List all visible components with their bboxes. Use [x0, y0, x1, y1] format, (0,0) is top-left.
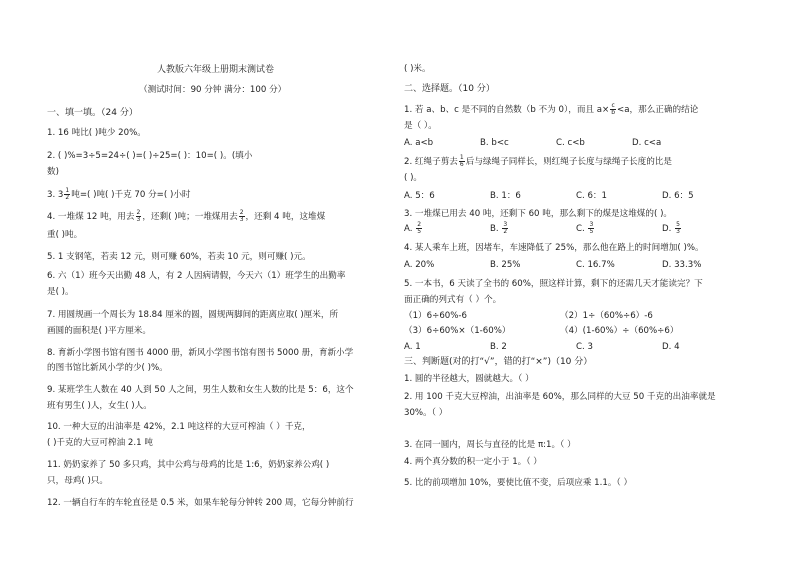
judge-q4: 4. 两个真分数的积一定小于 1。（ ）: [404, 457, 542, 467]
judge-q1: 1. 圆的半径越大，圆就越大。（ ）: [404, 374, 534, 384]
question-6-cont: 是( )。: [47, 287, 74, 297]
choice-q1-option-c: C. c<b: [556, 138, 585, 148]
choice-q5-cont: 面正确的列式有（ ）个。: [404, 295, 502, 305]
choice-q2-a: 2. 红绳子剪去: [404, 157, 458, 167]
question-7-cont: 画圆的面积是( )平方厘米。: [47, 326, 151, 336]
fraction-numerator: 2: [417, 221, 422, 228]
choice-q1-option-d: D. c<a: [632, 138, 662, 148]
fraction-denominator: 6: [459, 161, 464, 168]
fraction-numerator: 3: [503, 221, 508, 228]
fraction-denominator: 3: [239, 216, 244, 223]
choice-q3-option-b: [490, 222, 509, 235]
option-label: C.: [576, 224, 585, 234]
option-label: D.: [662, 224, 672, 234]
choice-q1-a: 1. 若 a、b、c 是不同的自然数（b 不为 0），而且 a×: [404, 105, 610, 115]
choice-q4-option-a: A. 20%: [404, 260, 435, 270]
choice-q5: 5. 一本书，6 天读了全书的 60%，照这样计算，剩下的还需几天才能读完？下: [404, 279, 703, 289]
judge-q5: 5. 比的前项增加 10%，要使比值不变，后项应乘 1.1。（ ）: [404, 478, 633, 488]
section-3-heading: 三、判断题(对的打“√”，错的打“×”)（10 分）: [404, 357, 593, 367]
question-6: 6. 六（1）班今天出勤 48 人，有 2 人因病请假，今天六（1）班学生的出勤率: [47, 271, 346, 281]
question-8-cont: 的图书馆比新风小学的少( )%。: [47, 363, 168, 373]
fraction: [610, 103, 616, 116]
choice-q2-b: 后与绿绳子同样长，则红绳子长度与绿绳子长度的比是: [465, 157, 672, 167]
question-2-cont: 数): [47, 167, 59, 177]
choice-q5-expr-2: （2）1÷（60%÷6）-6: [560, 311, 653, 321]
question-11: 11. 奶奶家养了 50 多只鸡，其中公鸡与母鸡的比是 1:6，奶奶家养公鸡( ): [47, 460, 330, 470]
fraction-denominator: 2: [65, 194, 70, 201]
choice-q2-option-b: B. 1：6: [490, 191, 521, 201]
choice-q1-option-a: A. a<b: [404, 138, 434, 148]
question-10-cont: ( )千克的大豆可榨油 2.1 吨: [47, 438, 153, 448]
fraction-numerator: 2: [239, 209, 244, 216]
page-title: 人教版六年级上册期末测试卷: [157, 65, 275, 75]
q4-part-2: ，还剩( )吨；一堆煤用去: [142, 212, 238, 222]
question-2: 2. ( )%=3÷5=24÷( )=( )÷25=( )：10=( )。(填小: [47, 151, 253, 161]
section-1-heading: 一、填一填。（24 分）: [47, 108, 138, 118]
choice-q2: [404, 155, 672, 168]
choice-q5-expr-3: （3）6÷60%×（1-60%）: [404, 326, 511, 336]
choice-q4-option-d: D. 33.3%: [662, 260, 702, 270]
choice-q5-option-d: D. 4: [662, 342, 680, 352]
fraction-denominator: b: [611, 109, 616, 116]
fraction-denominator: 3: [676, 228, 680, 235]
choice-q3: 3. 一堆煤已用去 40 吨，还剩下 60 吨，那么剩下的煤是这堆煤的( )。: [404, 209, 673, 219]
question-8: 8. 育新小学图书馆有图书 4000 册，新风小学图书馆有图书 5000 册，育新小学: [47, 348, 354, 358]
fraction: [239, 210, 245, 223]
choice-q5-expr-1: （1）6÷60%-6: [404, 311, 467, 321]
question-12-answer: ( )米。: [404, 64, 431, 74]
judge-q2: 2. 用 100 千克大豆榨油，出油率是 60%，那么同样的大豆 50 千克的出油率就是: [404, 392, 716, 402]
choice-q5-option-b: B. 2: [490, 342, 507, 352]
fraction-denominator: 5: [417, 228, 422, 235]
question-7: 7. 用圆规画一个周长为 18.84 厘米的圆，圆规两脚间的距离应取( )厘米，所: [47, 310, 339, 320]
fraction-numerator: 1: [65, 187, 70, 194]
choice-q3-option-a: [404, 222, 423, 235]
fraction-numerator: 5: [676, 221, 680, 228]
choice-q3-option-d: [662, 222, 682, 235]
choice-q4: 4. 某人乘车上班，因堵车，车速降低了 25%，那么他在路上的时间增加( )%。: [404, 243, 704, 253]
fraction: [64, 188, 70, 201]
choice-q2-option-d: D. 6：5: [662, 191, 694, 201]
choice-q1-option-b: B. b<c: [480, 138, 509, 148]
choice-q5-option-a: A. 1: [404, 342, 421, 352]
question-5: 5. 1 支钢笔，若卖 12 元，则可赚 60%，若卖 10 元，则可赚( )元。: [47, 252, 311, 262]
choice-q1: [404, 103, 698, 116]
fraction: [459, 155, 465, 168]
option-label: A.: [404, 224, 413, 234]
choice-q5-option-c: C. 3: [576, 342, 593, 352]
choice-q2-option-a: A. 5：6: [404, 191, 435, 201]
question-9-cont: 班有男生( )人，女生( )人。: [47, 401, 152, 411]
choice-q2-cont: ( )。: [404, 173, 423, 183]
choice-q1-cont: 是（ ）。: [404, 121, 437, 131]
fraction-denominator: 5: [589, 228, 594, 235]
fraction: [136, 210, 142, 223]
choice-q4-option-b: B. 25%: [490, 260, 521, 270]
section-2-heading: 二、选择题。（10 分）: [404, 84, 495, 94]
fraction-numerator: c: [611, 102, 615, 109]
fraction-numerator: 2: [136, 209, 141, 216]
q3-prefix: 3. 3: [47, 190, 64, 200]
question-4-cont: 重( )吨。: [47, 230, 83, 240]
q4-part-3: ，还剩 4 吨，这堆煤: [245, 212, 326, 222]
choice-q5-expr-4: （4）(1-60%）÷（60%÷6）: [560, 326, 679, 336]
question-4: [47, 210, 325, 223]
question-3: [47, 188, 191, 201]
question-10: 10. 一种大豆的出油率是 42%，2.1 吨这样的大豆可榨油（ ）千克，: [47, 422, 311, 432]
fraction: [588, 222, 594, 235]
q3-rest: 吨=( )吨( )千克 70 分=( )小时: [71, 190, 191, 200]
choice-q1-b: <a，那么正确的结论: [617, 105, 699, 115]
fraction: [675, 222, 681, 235]
question-1: 1. 16 吨比( )吨少 20%。: [47, 128, 146, 138]
judge-q3: 3. 在同一圆内，周长与直径的比是 π:1。（ ）: [404, 440, 576, 450]
option-label: B.: [490, 224, 499, 234]
choice-q3-option-c: [576, 222, 595, 235]
choice-q2-option-c: C. 6：1: [576, 191, 607, 201]
fraction-denominator: 2: [503, 228, 508, 235]
fraction-numerator: 1: [459, 154, 464, 161]
q4-part-1: 4. 一堆煤 12 吨，用去: [47, 212, 135, 222]
subtitle: （测试时间：90 分钟 满分：100 分）: [139, 85, 287, 95]
fraction-denominator: 3: [136, 216, 141, 223]
choice-q4-option-c: C. 16.7%: [576, 260, 615, 270]
question-12: 12. 一辆自行车的车轮直径是 0.5 米，如果车轮每分钟转 200 周，它每分钟前行: [47, 498, 354, 508]
judge-q2-cont: 30%。（ ）: [404, 408, 448, 418]
question-11-cont: 只，母鸡( )只。: [47, 476, 108, 486]
fraction-numerator: 3: [589, 221, 594, 228]
fraction: [502, 222, 508, 235]
fraction: [416, 222, 422, 235]
question-9: 9. 某班学生人数在 40 人到 50 人之间，男生人数和女生人数的比是 5：6，这个: [47, 385, 354, 395]
